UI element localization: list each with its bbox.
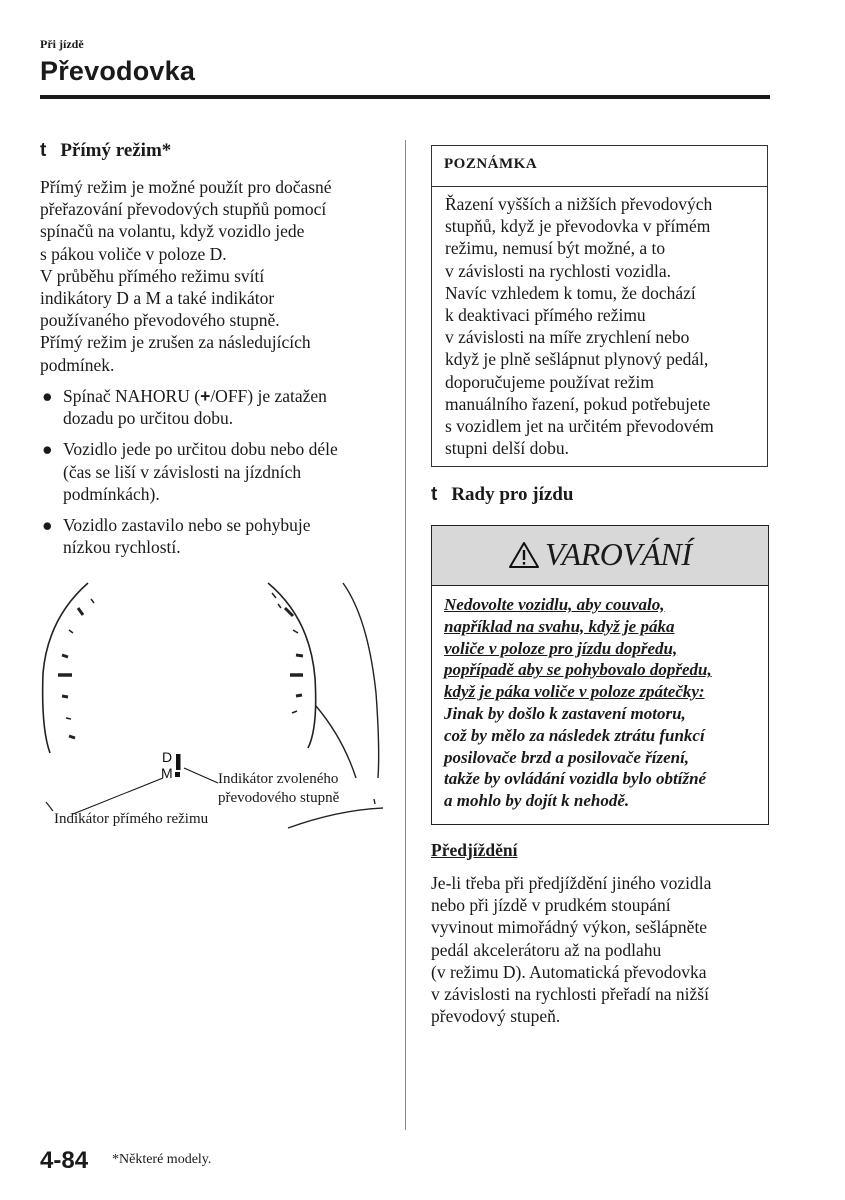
text-line: s pákou voliče v poloze D. — [40, 243, 227, 264]
leader-line-direct — [73, 778, 163, 814]
text-line: indikátory D a M a také indikátor — [40, 288, 275, 309]
text-line: (čas se liší v závislosti na jízdních — [63, 461, 302, 482]
m-indicator: M — [161, 765, 173, 781]
text-line: Nedovolte vozidlu, aby couvalo, — [444, 595, 665, 614]
overtaking-subheading: Předjíždění — [431, 840, 518, 860]
bullet-icon: ● — [42, 515, 53, 536]
left-gauge-arc — [43, 583, 88, 753]
text-line: spínačů na volantu, když vozidlo jede — [40, 221, 305, 242]
text-line: v závislosti na míře zrychlení nebo — [445, 327, 690, 348]
text-line: Navíc vzhledem k tomu, že dochází — [445, 282, 696, 303]
list-item — [40, 438, 390, 505]
text-line: vyvinout mimořádný výkon, sešlápněte — [431, 917, 708, 938]
text-line: Indikátor zvoleného — [218, 771, 339, 787]
direct-mode-heading-text: Přímý režim* — [60, 140, 172, 161]
text-line: například na svahu, když je páka — [444, 616, 675, 636]
cancel-conditions-list — [40, 385, 390, 567]
warning-title: VAROVÁNÍ — [545, 536, 692, 572]
heading-marker: t — [431, 484, 438, 505]
bullet-icon: ● — [42, 386, 53, 406]
driving-tips-heading-text: Rady pro jízdu — [451, 484, 574, 505]
column-divider — [405, 140, 406, 1130]
text-line: doporučujeme používat režim — [445, 371, 654, 392]
direct-mode-indicator-label: Indikátor přímého režimu — [54, 811, 209, 827]
text-line: podmínek. — [40, 354, 115, 375]
text-line: s vozidlem jet na určitém převodovém — [445, 416, 714, 437]
list-item — [40, 514, 390, 558]
text-line: režimu, nemusí být možné, a to — [445, 238, 666, 259]
footnote: *Některé modely. — [112, 1152, 212, 1167]
text-line: v závislosti na rychlosti vozidla. — [445, 260, 671, 281]
text-line: takže by ovládání vozidla bylo obtížné — [444, 769, 707, 789]
note-text — [445, 193, 763, 459]
text-line: k deaktivaci přímého režimu — [445, 305, 646, 326]
direct-mode-heading — [40, 140, 171, 162]
warning-triangle-icon — [508, 541, 540, 569]
text-line: přeřazování převodových stupňů pomocí — [40, 199, 327, 220]
text-line: což by mělo za následek ztrátu funkcí — [444, 725, 705, 745]
text-line: Přímý režim je možné použít pro dočasné — [40, 177, 332, 197]
text-line: když je plně sešlápnut plynový pedál, — [445, 349, 709, 370]
title-rule — [40, 95, 770, 99]
text-line: podmínkách). — [63, 483, 160, 504]
text-line: pedál akcelerátoru až na podlahu — [431, 939, 662, 960]
right-gauge-arc — [268, 583, 316, 748]
d-indicator: D — [162, 749, 173, 765]
leader-line-selected — [184, 768, 218, 783]
text-line: nebo při jízdě v prudkém stoupání — [431, 895, 671, 916]
text-line: Vozidlo jede po určitou dobu nebo déle — [63, 439, 338, 460]
text-line: voliče v poloze pro jízdu dopředu, — [444, 638, 678, 658]
text-fragment: /OFF) je zatažen — [210, 386, 327, 406]
text-line: posilovače brzd a posilovače řízení, — [444, 747, 690, 767]
gear-position-indicator — [176, 754, 181, 770]
page-title: Převodovka — [40, 56, 196, 86]
text-fragment: Spínač NAHORU ( — [63, 386, 201, 406]
direct-mode-description — [40, 176, 390, 376]
text-line: Přímý režim je zrušen za následujících — [40, 332, 311, 353]
note-divider — [432, 186, 767, 187]
text-line: nízkou rychlostí. — [63, 537, 181, 558]
text-line: když je páka voliče v poloze zpátečky: — [444, 682, 705, 702]
text-line: manuálního řazení, pokud potřebujete — [445, 393, 711, 414]
note-box — [431, 145, 768, 467]
right-gauge-ticks — [272, 593, 303, 713]
lower-contour — [288, 808, 383, 828]
section-label: Při jízdě — [40, 37, 84, 51]
warning-box — [431, 525, 769, 825]
plus-icon: + — [200, 386, 211, 406]
text-line: Řazení vyšších a nižších převodových — [445, 194, 713, 214]
text-line: V průběhu přímého režimu svítí — [40, 265, 265, 286]
text-line: stupni delší dobu. — [445, 438, 569, 459]
text-line: převodového stupně — [218, 790, 340, 806]
text-line: stupňů, když je převodovka v přímém — [445, 216, 711, 237]
text-line: používaného převodového stupně. — [40, 310, 280, 331]
driving-tips-heading — [431, 484, 573, 506]
text-line: (v režimu D). Automatická převodovka — [431, 961, 707, 982]
text-line: Vozidlo zastavilo nebo se pohybuje — [63, 515, 311, 536]
inner-contour — [316, 706, 356, 778]
text-line: převodový stupeň. — [431, 1006, 561, 1027]
text-line: Jinak by došlo k zastavení motoru, — [444, 703, 686, 723]
text-line: a mohlo by dojít k nehodě. — [444, 791, 630, 811]
warning-header — [432, 526, 768, 586]
bullet-icon: ● — [42, 439, 53, 460]
text-line: dozadu po určitou dobu. — [63, 408, 234, 429]
selected-gear-indicator-label — [218, 770, 339, 808]
text-line: v závislosti na rychlosti přeřadí na nižší — [431, 984, 709, 1005]
left-gauge-ticks — [58, 599, 94, 738]
text-line: Je-li třeba při předjíždění jiného vozidla — [431, 873, 712, 893]
heading-marker: t — [40, 140, 47, 161]
list-item — [40, 385, 390, 429]
outer-bezel — [343, 583, 379, 778]
warning-text — [444, 594, 766, 812]
text-line: popřípadě aby se pohybovalo dopředu, — [444, 660, 712, 680]
overtaking-text — [431, 872, 771, 1027]
note-title: POZNÁMKA — [444, 156, 538, 172]
page-number: 4-84 — [40, 1147, 89, 1174]
